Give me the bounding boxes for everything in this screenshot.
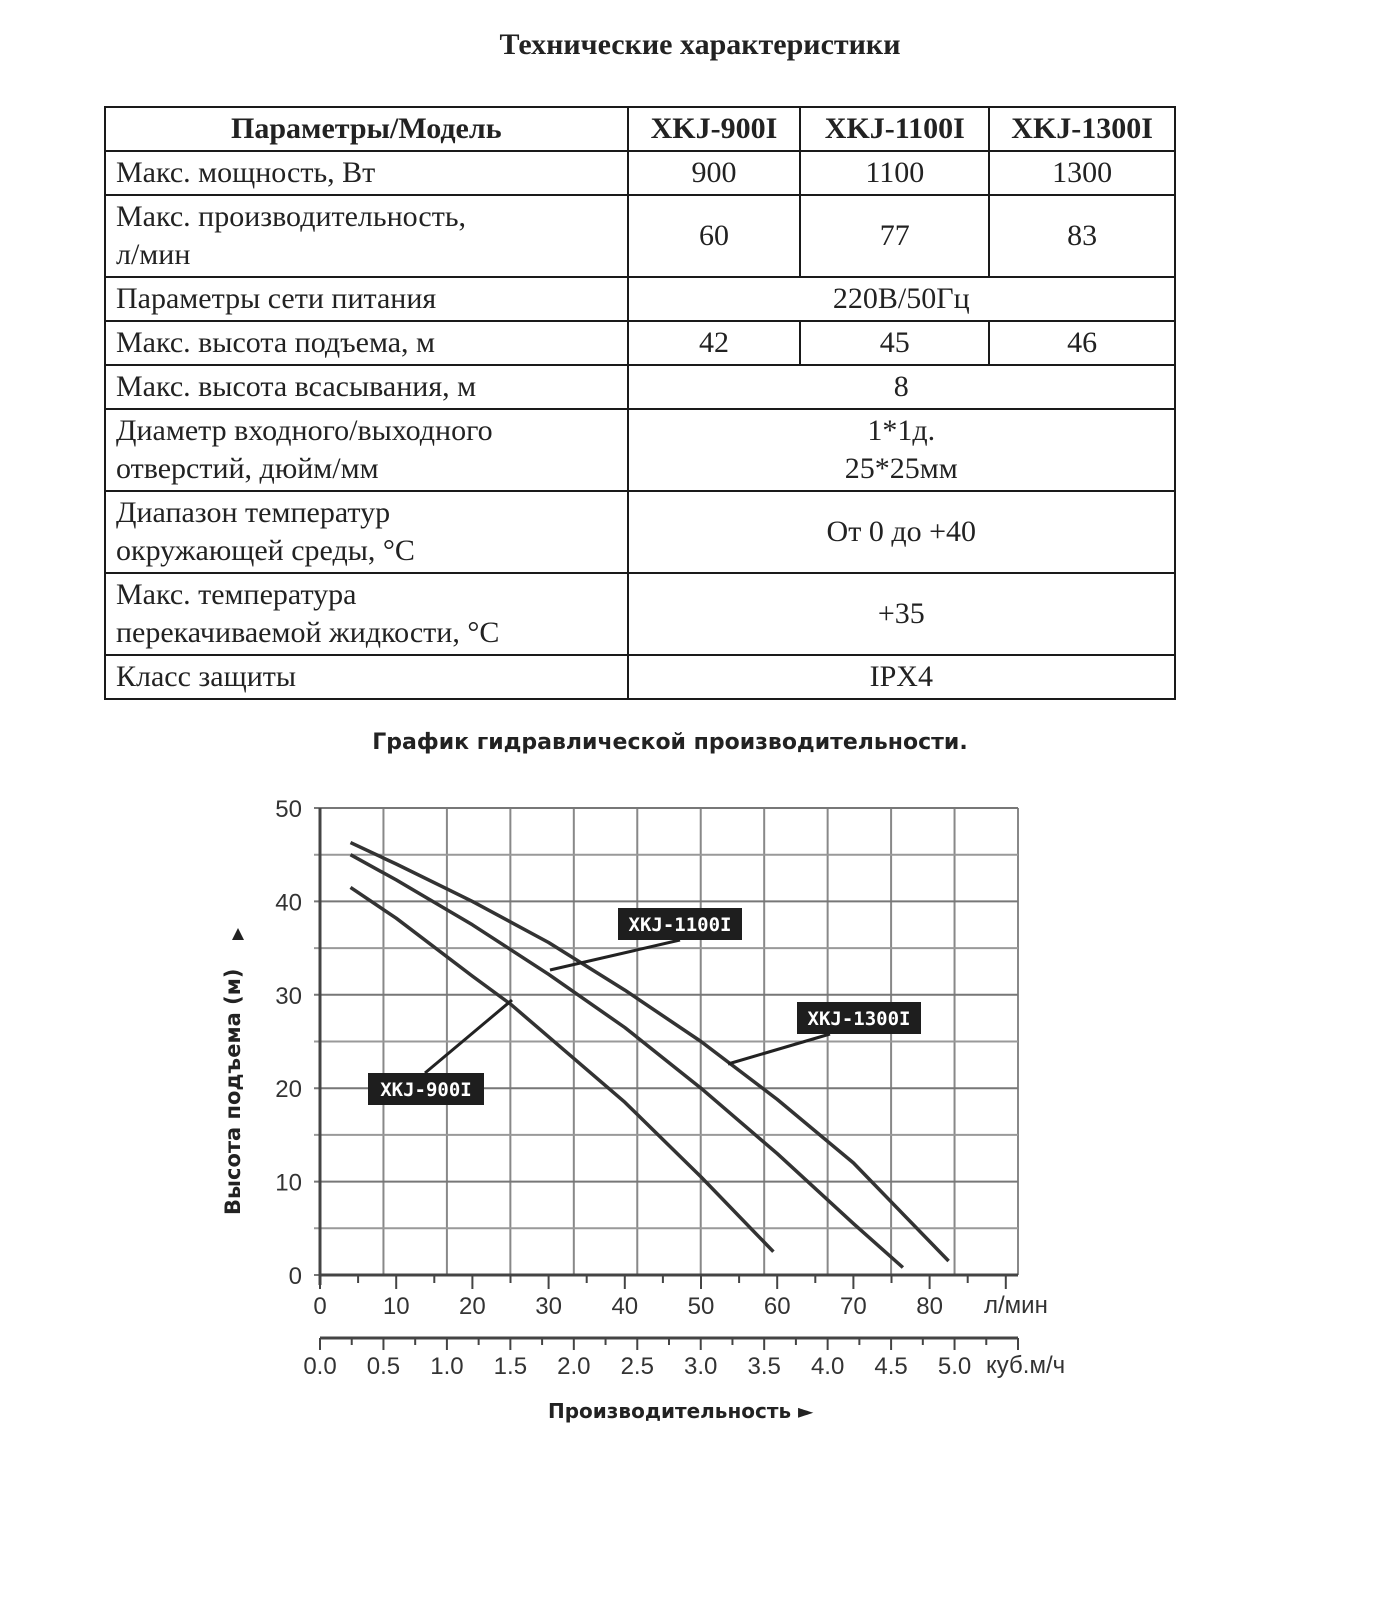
param-label-line: Диапазон температур	[116, 496, 391, 529]
param-label: Макс. мощность, Вт	[105, 151, 628, 195]
x-secondary-tick-label: 4.5	[874, 1353, 908, 1380]
header-model-1100: XKJ-1100I	[800, 107, 989, 151]
annotation-label: XKJ-1300I	[807, 1008, 911, 1030]
x-tick-label: 70	[840, 1293, 867, 1320]
x-secondary-tick-label: 1.5	[493, 1353, 528, 1380]
x-tick-label: 20	[459, 1293, 486, 1320]
x-tick-label: 0	[313, 1293, 327, 1320]
x-tick-label: 50	[687, 1293, 715, 1320]
param-label: Класс защиты	[105, 655, 628, 699]
param-value-line: 1*1д.	[867, 414, 936, 447]
y-tick-label: 40	[275, 889, 302, 917]
param-value-merged: 220В/50Гц	[628, 277, 1175, 321]
param-value-merged: 8	[628, 365, 1175, 409]
param-label-line: Макс. производительность,	[116, 200, 466, 233]
param-label-line: отверстий, дюйм/мм	[116, 452, 379, 485]
param-label-line: перекачиваемой жидкости, °С	[116, 616, 500, 649]
param-value-merged: IPX4	[628, 655, 1175, 699]
param-value: 45	[800, 321, 989, 365]
annotation-label: XKJ-900I	[380, 1079, 472, 1101]
document-title: Технические характеристики	[499, 28, 901, 61]
annotation-leader-line	[728, 1034, 830, 1064]
param-label-line: окружающей среды, °С	[116, 534, 415, 567]
param-value: 77	[800, 195, 989, 277]
param-value-line: 25*25мм	[844, 452, 958, 485]
header-model-900: XKJ-900I	[628, 107, 801, 151]
chart-curves	[351, 843, 949, 1268]
x-secondary-tick-label: 3.5	[747, 1353, 781, 1380]
param-value-merged: От 0 до +40	[628, 491, 1175, 573]
y-tick-label: 10	[275, 1169, 302, 1197]
x-tick-label: 60	[763, 1293, 791, 1320]
param-label-line: Макс. температура	[116, 578, 357, 611]
up-arrow-icon	[232, 928, 244, 940]
x-secondary-tick-label: 0.5	[366, 1353, 401, 1380]
x-secondary-tick-label: 2.5	[620, 1353, 654, 1380]
param-value: 1100	[800, 151, 989, 195]
x-axis-label: Производительность ►	[548, 1399, 814, 1423]
param-value: 46	[989, 321, 1175, 365]
y-tick-label: 0	[288, 1263, 302, 1290]
annotation-label: XKJ-1100I	[628, 914, 732, 936]
annotation-leader-line	[425, 1000, 512, 1073]
x-tick-label: 80	[916, 1293, 943, 1320]
x-secondary-tick-label: 5.0	[937, 1353, 972, 1380]
x-secondary-tick-label: 4.0	[810, 1353, 845, 1380]
param-label: Макс. высота всасывания, м	[105, 365, 628, 409]
param-label-line: л/мин	[116, 238, 191, 271]
chart-title: График гидравлической производительности.	[372, 730, 968, 755]
x-secondary-tick-label: 0.0	[303, 1353, 337, 1380]
param-value: 60	[628, 195, 801, 277]
header-model-1300: XKJ-1300I	[989, 107, 1175, 151]
x-tick-label: 10	[382, 1293, 410, 1320]
param-value-merged: +35	[628, 573, 1175, 655]
param-label: Макс. высота подъема, м	[105, 321, 628, 365]
x-secondary-tick-label: 1.0	[430, 1353, 464, 1380]
y-tick-label: 20	[275, 1076, 302, 1104]
x-unit-primary: л/мин	[984, 1292, 1048, 1319]
y-axis-title	[221, 928, 245, 1215]
x-tick-label: 40	[611, 1293, 639, 1320]
x-tick-label: 30	[535, 1293, 562, 1320]
param-value: 1300	[989, 151, 1175, 195]
param-value: 900	[628, 151, 801, 195]
header-parameter: Параметры/Модель	[105, 107, 628, 151]
param-label: Параметры сети питания	[105, 277, 628, 321]
x-secondary-tick-label: 2.0	[557, 1353, 591, 1380]
x-secondary-tick-label: 3.0	[684, 1353, 718, 1380]
param-label-line: Диаметр входного/выходного	[116, 414, 493, 447]
chart-grid	[314, 808, 1018, 1275]
chart-annotations	[368, 908, 921, 1105]
param-value: 83	[989, 195, 1175, 277]
x-unit-secondary: куб.м/ч	[986, 1352, 1066, 1379]
param-value: 42	[628, 321, 801, 365]
y-axis-label: Высота подъема (м)	[221, 968, 245, 1215]
y-tick-label: 30	[275, 982, 302, 1010]
curve-xkj-900i	[351, 887, 774, 1251]
y-tick-label: 50	[275, 796, 302, 823]
